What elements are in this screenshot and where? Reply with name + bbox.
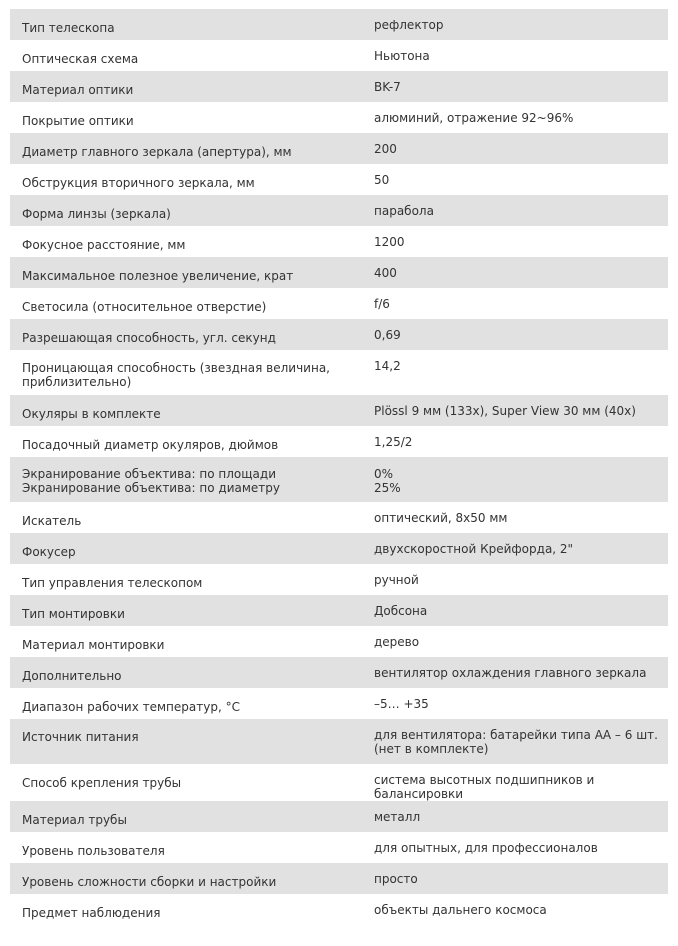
spec-row-optics-material: [10, 71, 668, 102]
spec-row-obstruction-ratio: [10, 457, 668, 502]
spec-name: Покрытие оптики: [22, 114, 134, 128]
spec-value: рефлектор: [374, 18, 444, 32]
spec-value: 0,69: [374, 328, 401, 342]
spec-name: Источник питания: [22, 730, 139, 744]
spec-row-aperture: [10, 133, 668, 164]
spec-name: Обструкция вторичного зеркала, мм: [22, 176, 255, 190]
spec-row-max-magnification: [10, 257, 668, 288]
spec-name: Уровень пользователя: [22, 844, 165, 858]
spec-name-line: Экранирование объектива: по диаметру: [22, 481, 280, 495]
spec-value: BK-7: [374, 80, 401, 94]
spec-value: просто: [374, 872, 418, 886]
spec-value: для опытных, для профессионалов: [374, 841, 598, 855]
spec-value: Plössl 9 мм (133x), Super View 30 мм (40x): [374, 404, 636, 418]
spec-name: Тип управления телескопом: [22, 576, 203, 590]
spec-row-temperature-range: [10, 688, 668, 719]
spec-row-eyepiece-barrel: [10, 426, 668, 457]
spec-name: Окуляры в комплекте: [22, 407, 161, 421]
spec-name: Форма линзы (зеркала): [22, 207, 171, 221]
spec-value: двухскоростной Крейфорда, 2": [374, 542, 574, 556]
spec-name: Материал трубы: [22, 813, 127, 827]
spec-name: Светосила (относительное отверстие): [22, 300, 267, 314]
spec-row-optics-coating: [10, 102, 668, 133]
spec-row-mount-material: [10, 626, 668, 657]
spec-value: вентилятор охлаждения главного зеркала: [374, 666, 647, 680]
spec-row-user-level: [10, 832, 668, 863]
spec-value: алюминий, отражение 92~96%: [374, 111, 574, 125]
spec-name: Диапазон рабочих температур, °C: [22, 700, 240, 714]
spec-name: Материал оптики: [22, 83, 134, 97]
spec-name: Материал монтировки: [22, 638, 165, 652]
spec-row-resolution: [10, 319, 668, 350]
spec-value: Ньютона: [374, 49, 430, 63]
spec-row-obstruction: [10, 164, 668, 195]
spec-name: [10, 457, 374, 502]
spec-value: система высотных подшипников и балансировки: [374, 773, 595, 801]
spec-name-line: Экранирование объектива: по площади: [22, 467, 277, 481]
spec-value: 50: [374, 173, 390, 187]
spec-value-line: 0%: [374, 467, 394, 481]
spec-name: Максимальное полезное увеличение, крат: [22, 269, 294, 283]
spec-value: –5… +35: [374, 697, 429, 711]
spec-value: оптический, 8x50 мм: [374, 511, 508, 525]
spec-row-eyepieces: [10, 395, 668, 426]
spec-row-power-source: [10, 719, 668, 764]
spec-value: 200: [374, 142, 397, 156]
spec-row-focal-length: [10, 226, 668, 257]
spec-name: Разрешающая способность, угл. секунд: [22, 331, 276, 345]
spec-value: объекты дальнего космоса: [374, 903, 547, 917]
spec-value: 400: [374, 266, 397, 280]
spec-row-focuser: [10, 533, 668, 564]
spec-row-optical-scheme: [10, 40, 668, 71]
spec-row-mount-type: [10, 595, 668, 626]
spec-name: Дополнительно: [22, 669, 122, 683]
spec-name: Посадочный диаметр окуляров, дюймов: [22, 438, 279, 452]
spec-row-mirror-shape: [10, 195, 668, 226]
spec-name: Способ крепления трубы: [22, 776, 182, 790]
spec-value: 14,2: [374, 359, 401, 373]
spec-name: Оптическая схема: [22, 52, 139, 66]
spec-value: 1,25/2: [374, 435, 413, 449]
spec-name: Фокусное расстояние, мм: [22, 238, 186, 252]
spec-value: дерево: [374, 635, 420, 649]
spec-name: Тип монтировки: [22, 607, 125, 621]
spec-name: Фокусер: [22, 545, 76, 559]
spec-value: ручной: [374, 573, 419, 587]
spec-value: Добсона: [374, 604, 428, 618]
spec-value: металл: [374, 810, 421, 824]
spec-name: Тип телескопа: [22, 21, 115, 35]
spec-value-line: 25%: [374, 481, 401, 495]
specifications-table: [10, 9, 668, 925]
spec-value: f/6: [374, 297, 390, 311]
spec-value: 1200: [374, 235, 405, 249]
spec-value: для вентилятора: батарейки типа АА – 6 шт. (нет в комплекте): [374, 728, 658, 756]
spec-name: Искатель: [22, 514, 82, 528]
spec-row-focal-ratio: [10, 288, 668, 319]
spec-name: Уровень сложности сборки и настройки: [22, 875, 277, 889]
spec-name: Предмет наблюдения: [22, 906, 161, 920]
spec-row-finder: [10, 502, 668, 533]
spec-row-additional: [10, 657, 668, 688]
spec-value: парабола: [374, 204, 434, 218]
spec-name: Диаметр главного зеркала (апертура), мм: [22, 145, 292, 159]
spec-value: [374, 457, 668, 502]
spec-row-observation-target: [10, 894, 668, 925]
spec-name: Проницающая способность (звездная величина, приблизительно): [22, 361, 330, 389]
spec-row-limiting-magnitude: [10, 350, 668, 395]
spec-row-assembly-difficulty: [10, 863, 668, 894]
spec-row-tube-material: [10, 801, 668, 832]
spec-row-control-type: [10, 564, 668, 595]
spec-row-telescope-type: [10, 9, 668, 40]
spec-row-tube-mounting: [10, 764, 668, 801]
